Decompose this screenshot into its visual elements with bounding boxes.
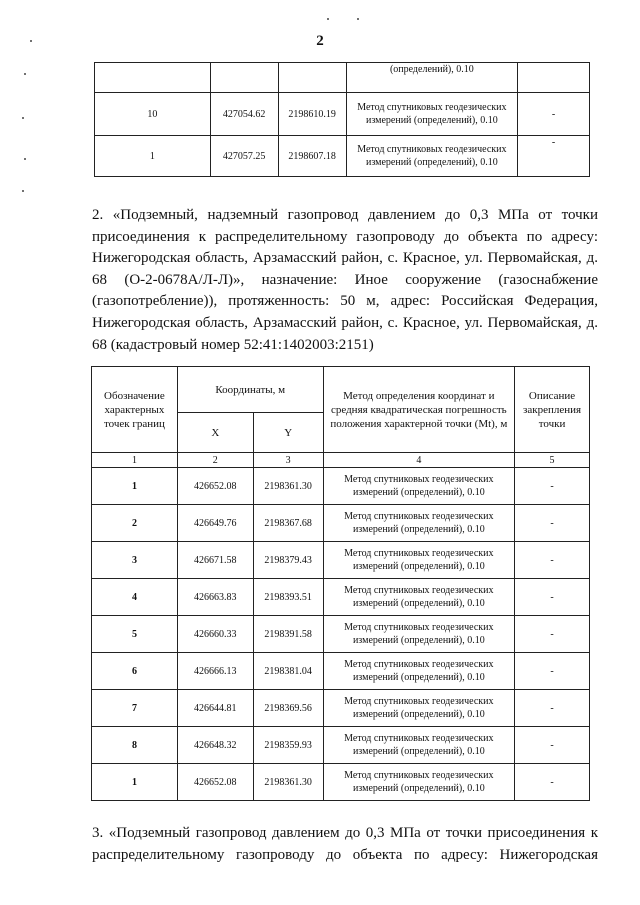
y-cell: 2198393.51 bbox=[253, 579, 323, 616]
fix-cell: - bbox=[515, 764, 590, 801]
fix-cell: - bbox=[518, 136, 590, 177]
method-cell: Метод спутниковых геодезических измерений (определений), 0.10 bbox=[323, 616, 514, 653]
coordinates-table bbox=[91, 366, 590, 801]
column-number: 5 bbox=[515, 453, 590, 468]
x-cell: 426652.08 bbox=[177, 468, 253, 505]
y-cell: 2198391.58 bbox=[253, 616, 323, 653]
fix-cell: - bbox=[515, 542, 590, 579]
y-cell: 2198379.43 bbox=[253, 542, 323, 579]
table-row bbox=[92, 727, 590, 764]
fix-cell: - bbox=[515, 653, 590, 690]
fix-cell: - bbox=[515, 690, 590, 727]
method-cell: Метод спутниковых геодезических измерений (определений), 0.10 bbox=[323, 468, 514, 505]
table-row bbox=[92, 542, 590, 579]
method-cell: Метод спутниковых геодезических измерений (определений), 0.10 bbox=[323, 727, 514, 764]
y-cell: 2198381.04 bbox=[253, 653, 323, 690]
point-cell: 1 bbox=[92, 764, 178, 801]
x-cell: 426660.33 bbox=[177, 616, 253, 653]
x-cell: 427057.25 bbox=[210, 136, 278, 177]
scan-speck bbox=[327, 18, 329, 20]
header-method: Метод определения координат и средняя квадратическая погрешность положения характерной точки (Mt), м bbox=[323, 367, 514, 453]
section-2-text: 2. «Подземный, надземный газопровод давлением до 0,3 МПа от точки присоединения к распределительному газопроводу до объекта по адресу: Нижегородская область, Арзамасский район, с. Красное, ул. Первомайская, д. 68 (О-2-0678А/Л-Л)», назначение: Иное сооружение (газоснабжение (газопотребление)), протяженность: 50 м, адрес: Российская Федерация, Нижегородская область, Арзамасский район, с. Красное, ул. Первомайская, д. 68 (кадастровый номер 52:41:1402003:2151) bbox=[92, 207, 598, 353]
fix-cell: - bbox=[515, 505, 590, 542]
section-3-text: 3. «Подземный газопровод давлением до 0,3 МПа от точки присоединения к распределительному газопроводу до объекта по адресу: Нижегородская bbox=[92, 825, 598, 863]
table-row bbox=[95, 136, 590, 177]
point-cell: 10 bbox=[95, 93, 211, 136]
column-number: 1 bbox=[92, 453, 178, 468]
method-cell: Метод спутниковых геодезических измерений (определений), 0.10 bbox=[346, 93, 518, 136]
point-cell: 1 bbox=[95, 136, 211, 177]
point-cell: 1 bbox=[92, 468, 178, 505]
column-number: 3 bbox=[253, 453, 323, 468]
fix-cell: - bbox=[515, 616, 590, 653]
table-header-row bbox=[92, 367, 590, 413]
method-cell: (определений), 0.10 bbox=[346, 63, 518, 93]
page-number: 2 bbox=[316, 33, 324, 49]
point-cell: 6 bbox=[92, 653, 178, 690]
scan-speck bbox=[24, 73, 26, 75]
table-row bbox=[92, 616, 590, 653]
x-cell: 426644.81 bbox=[177, 690, 253, 727]
method-cell: Метод спутниковых геодезических измерений (определений), 0.10 bbox=[323, 764, 514, 801]
y-cell: 2198359.93 bbox=[253, 727, 323, 764]
method-cell: Метод спутниковых геодезических измерений (определений), 0.10 bbox=[346, 136, 518, 177]
column-number: 2 bbox=[177, 453, 253, 468]
point-cell: 5 bbox=[92, 616, 178, 653]
table-row bbox=[95, 63, 590, 93]
x-cell: 426671.58 bbox=[177, 542, 253, 579]
point-cell: 2 bbox=[92, 505, 178, 542]
header-point: Обозначение характерных точек границ bbox=[92, 367, 178, 453]
point-cell: 8 bbox=[92, 727, 178, 764]
table-row bbox=[92, 579, 590, 616]
x-cell: 427054.62 bbox=[210, 93, 278, 136]
x-cell bbox=[210, 63, 278, 93]
header-fixing: Описание закрепления точки bbox=[515, 367, 590, 453]
method-cell: Метод спутниковых геодезических измерений (определений), 0.10 bbox=[323, 653, 514, 690]
method-cell: Метод спутниковых геодезических измерений (определений), 0.10 bbox=[323, 579, 514, 616]
fix-cell: - bbox=[518, 93, 590, 136]
point-cell bbox=[95, 63, 211, 93]
y-cell: 2198361.30 bbox=[253, 468, 323, 505]
table-row bbox=[92, 653, 590, 690]
y-cell bbox=[278, 63, 346, 93]
header-y: Y bbox=[253, 413, 323, 453]
method-cell: Метод спутниковых геодезических измерений (определений), 0.10 bbox=[323, 690, 514, 727]
header-x: X bbox=[177, 413, 253, 453]
x-cell: 426648.32 bbox=[177, 727, 253, 764]
fix-cell bbox=[518, 63, 590, 93]
method-cell: Метод спутниковых геодезических измерений (определений), 0.10 bbox=[323, 542, 514, 579]
table-row bbox=[92, 690, 590, 727]
table-row bbox=[95, 93, 590, 136]
y-cell: 2198361.30 bbox=[253, 764, 323, 801]
table-body bbox=[92, 468, 590, 801]
scan-speck bbox=[22, 117, 24, 119]
scan-speck bbox=[22, 190, 24, 192]
point-cell: 4 bbox=[92, 579, 178, 616]
method-cell: Метод спутниковых геодезических измерений (определений), 0.10 bbox=[323, 505, 514, 542]
y-cell: 2198610.19 bbox=[278, 93, 346, 136]
scan-speck bbox=[357, 18, 359, 20]
x-cell: 426649.76 bbox=[177, 505, 253, 542]
table-row bbox=[92, 468, 590, 505]
fix-cell: - bbox=[515, 579, 590, 616]
point-cell: 3 bbox=[92, 542, 178, 579]
y-cell: 2198367.68 bbox=[253, 505, 323, 542]
header-coordinates: Координаты, м bbox=[177, 367, 323, 413]
x-cell: 426652.08 bbox=[177, 764, 253, 801]
y-cell: 2198369.56 bbox=[253, 690, 323, 727]
y-cell: 2198607.18 bbox=[278, 136, 346, 177]
table-row bbox=[92, 505, 590, 542]
x-cell: 426663.83 bbox=[177, 579, 253, 616]
point-cell: 7 bbox=[92, 690, 178, 727]
scan-speck bbox=[24, 158, 26, 160]
table-row bbox=[92, 764, 590, 801]
coordinates-table-continued bbox=[94, 62, 590, 177]
x-cell: 426666.13 bbox=[177, 653, 253, 690]
fix-cell: - bbox=[515, 468, 590, 505]
column-number: 4 bbox=[323, 453, 514, 468]
column-number-row bbox=[92, 453, 590, 468]
fix-cell: - bbox=[515, 727, 590, 764]
